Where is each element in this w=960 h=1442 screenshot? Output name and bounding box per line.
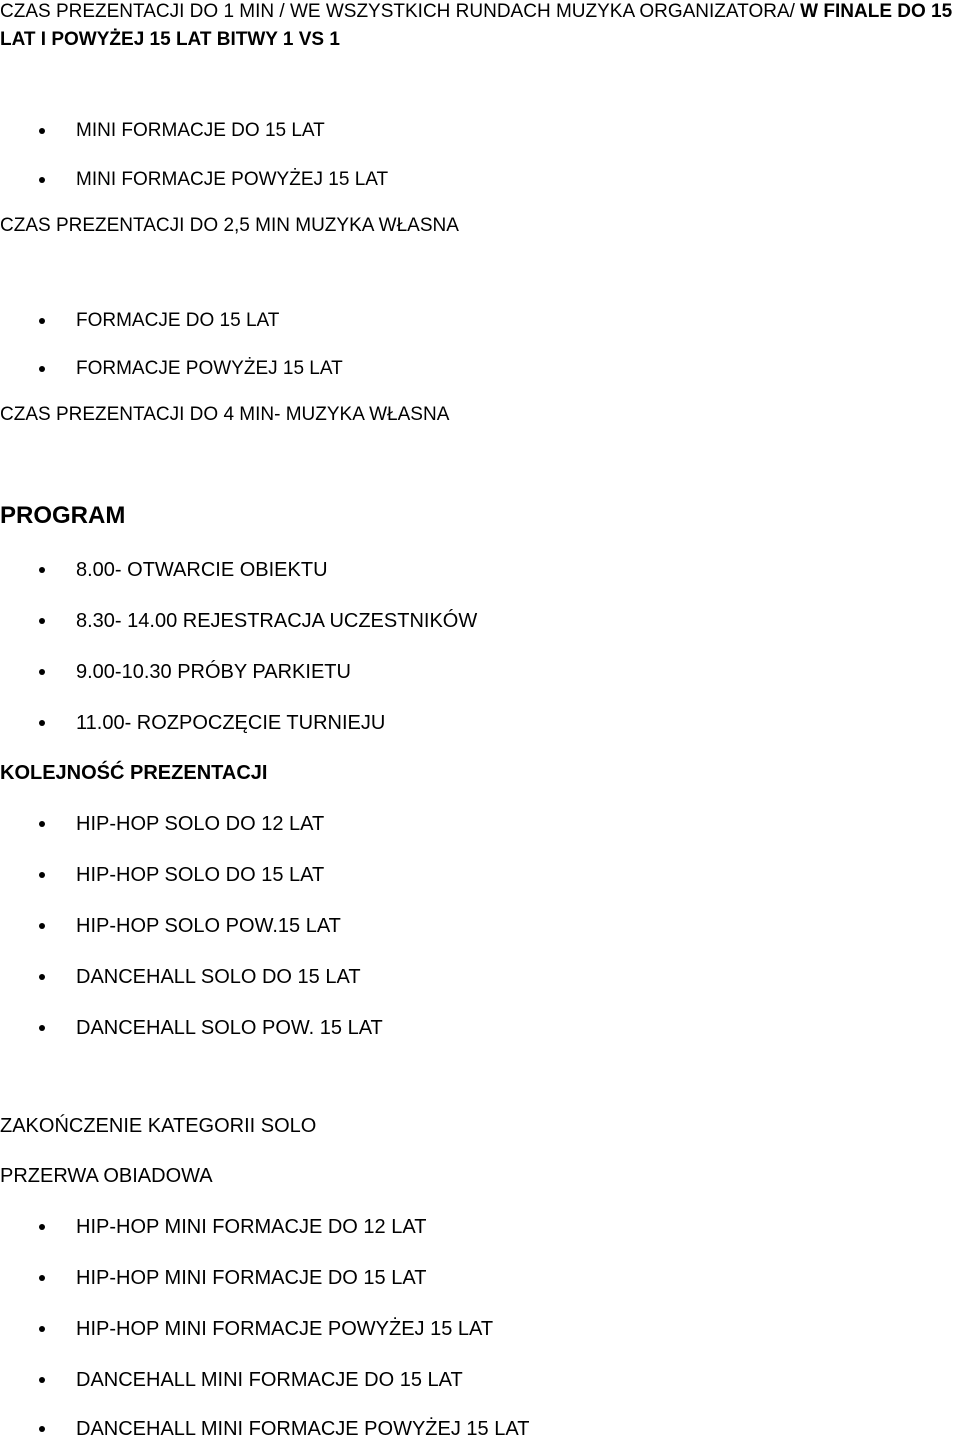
program-title: PROGRAM [0,502,126,529]
bullet-icon [39,128,45,134]
bullet-icon [39,821,45,827]
bullet-icon [39,366,45,372]
break-note: PRZERWA OBIADOWA [0,1165,213,1187]
list-item-label: DANCEHALL MINI FORMACJE DO 15 LAT [76,1369,463,1391]
bullet-icon [39,669,45,675]
program-item-label: 11.00- ROZPOCZĘCIE TURNIEJU [76,712,386,734]
list-item-label: FORMACJE DO 15 LAT [76,310,280,331]
intro-text: CZAS PREZENTACJI DO 1 MIN / WE WSZYSTKICH RUNDACH MUZYKA ORGANIZATORA/ [0,1,801,22]
bullet-icon [39,177,45,183]
bullet-icon [39,318,45,324]
list-item-label: DANCEHALL SOLO DO 15 LAT [76,966,361,988]
program-item-label: 9.00-10.30 PRÓBY PARKIETU [76,661,351,683]
list-item-label: HIP-HOP MINI FORMACJE POWYŻEJ 15 LAT [76,1318,494,1340]
list-item-label: MINI FORMACJE POWYŻEJ 15 LAT [76,169,389,190]
bullet-icon [39,974,45,980]
bullet-icon [39,1275,45,1281]
bullet-icon [39,1426,45,1432]
list-item-label: DANCEHALL MINI FORMACJE POWYŻEJ 15 LAT [76,1418,530,1440]
program-item-label: 8.00- OTWARCIE OBIEKTU [76,559,328,581]
formacje-note: CZAS PREZENTACJI DO 4 MIN- MUZYKA WŁASNA [0,404,450,425]
list-item-label: DANCEHALL SOLO POW. 15 LAT [76,1017,383,1039]
list-item-label: HIP-HOP MINI FORMACJE DO 12 LAT [76,1216,427,1238]
kolejnosc-title: KOLEJNOŚĆ PREZENTACJI [0,762,268,784]
list-item-label: HIP-HOP MINI FORMACJE DO 15 LAT [76,1267,427,1289]
bullet-icon [39,872,45,878]
list-item-label: FORMACJE POWYŻEJ 15 LAT [76,358,343,379]
bullet-icon [39,1377,45,1383]
bullet-icon [39,1326,45,1332]
bullet-icon [39,1224,45,1230]
bullet-icon [39,923,45,929]
intro-text-bold: W FINALE DO 15 LAT I POWYŻEJ 15 LAT BITWY 1 VS 1 [0,1,953,50]
bullet-icon [39,618,45,624]
bullet-icon [39,1025,45,1031]
bullet-icon [39,720,45,726]
bullet-icon [39,567,45,573]
end-solo-note: ZAKOŃCZENIE KATEGORII SOLO [0,1115,317,1137]
list-item-label: HIP-HOP SOLO DO 12 LAT [76,813,325,835]
mini-formacje-note: CZAS PREZENTACJI DO 2,5 MIN MUZYKA WŁASNA [0,215,459,236]
list-item-label: MINI FORMACJE DO 15 LAT [76,120,325,141]
list-item-label: HIP-HOP SOLO DO 15 LAT [76,864,325,886]
program-item-label: 8.30- 14.00 REJESTRACJA UCZESTNIKÓW [76,610,478,632]
intro-paragraph [0,0,958,54]
list-item-label: HIP-HOP SOLO POW.15 LAT [76,915,341,937]
